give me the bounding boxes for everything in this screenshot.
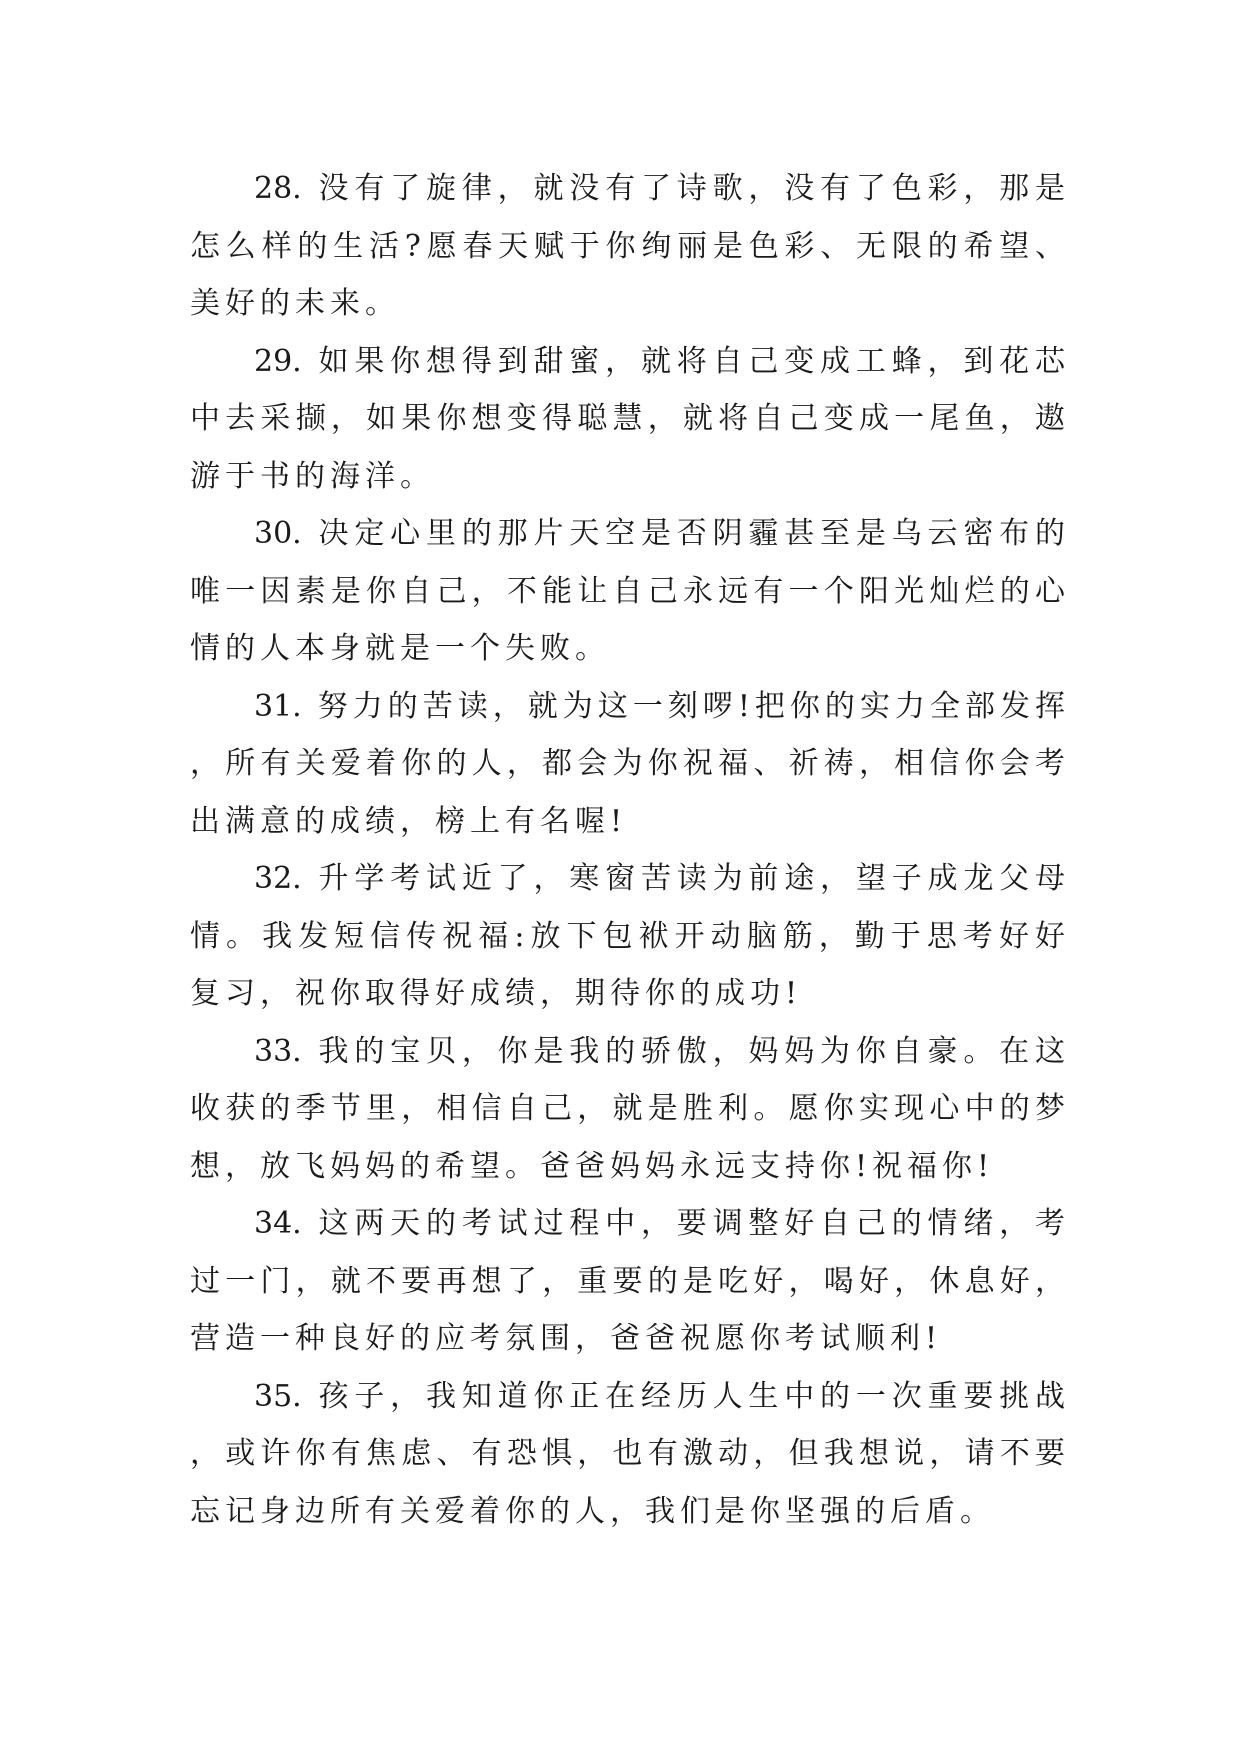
paragraph-35 (190, 1368, 1070, 1541)
paragraph-number: 28. (254, 171, 302, 206)
paragraph-text: 努力的苦读，就为这一刻啰!把你的实力全部发挥，所有关爱着你的人，都会为你祝福、祈祷，相信你会考出满意的成绩，榜上有名喔! (190, 688, 1070, 839)
paragraph-text: 升学考试近了，寒窗苦读为前途，望子成龙父母情。我发短信传祝福:放下包袱开动脑筋，勤于思考好好复习，祝你取得好成绩，期待你的成功! (190, 861, 1070, 1011)
paragraph-number: 32. (254, 861, 302, 896)
paragraph-text: 如果你想得到甜蜜，就将自己变成工蜂，到花芯中去采撷，如果你想变得聪慧，就将自己变成一尾鱼，遨游于书的海洋。 (190, 343, 1070, 494)
paragraph-32 (190, 850, 1070, 1023)
paragraph-number: 33. (254, 1033, 302, 1069)
paragraph-text: 没有了旋律，就没有了诗歌，没有了色彩，那是怎么样的生活?愿春天赋于你绚丽是色彩、无限的希望、美好的未来。 (190, 171, 1070, 321)
paragraph-text: 我的宝贝，你是我的骄傲，妈妈为你自豪。在这收获的季节里，相信自己，就是胜利。愿你实现心中的梦想，放飞妈妈的希望。爸爸妈妈永远支持你!祝福你! (190, 1033, 1070, 1184)
paragraph-29 (190, 333, 1070, 506)
paragraph-number: 34. (254, 1206, 302, 1241)
paragraph-30 (190, 505, 1070, 678)
paragraph-number: 29. (254, 343, 302, 379)
paragraph-text: 孩子，我知道你正在经历人生中的一次重要挑战，或许你有焦虑、有恐惧，也有激动，但我想说，请不要忘记身边所有关爱着你的人，我们是你坚强的后盾。 (190, 1378, 1070, 1529)
paragraph-number: 35. (254, 1378, 302, 1414)
paragraph-number: 31. (254, 688, 302, 724)
paragraph-33 (190, 1023, 1070, 1196)
paragraph-28 (190, 160, 1070, 333)
paragraph-text: 这两天的考试过程中，要调整好自己的情绪，考过一门，就不要再想了，重要的是吃好，喝好，休息好，营造一种良好的应考氛围，爸爸祝愿你考试顺利! (190, 1206, 1070, 1356)
document-body (190, 160, 1070, 1540)
paragraph-text: 决定心里的那片天空是否阴霾甚至是乌云密布的唯一因素是你自己，不能让自己永远有一个阳光灿烂的心情的人本身就是一个失败。 (190, 516, 1070, 666)
paragraph-34 (190, 1195, 1070, 1368)
paragraph-number: 30. (254, 516, 302, 551)
paragraph-31 (190, 678, 1070, 851)
